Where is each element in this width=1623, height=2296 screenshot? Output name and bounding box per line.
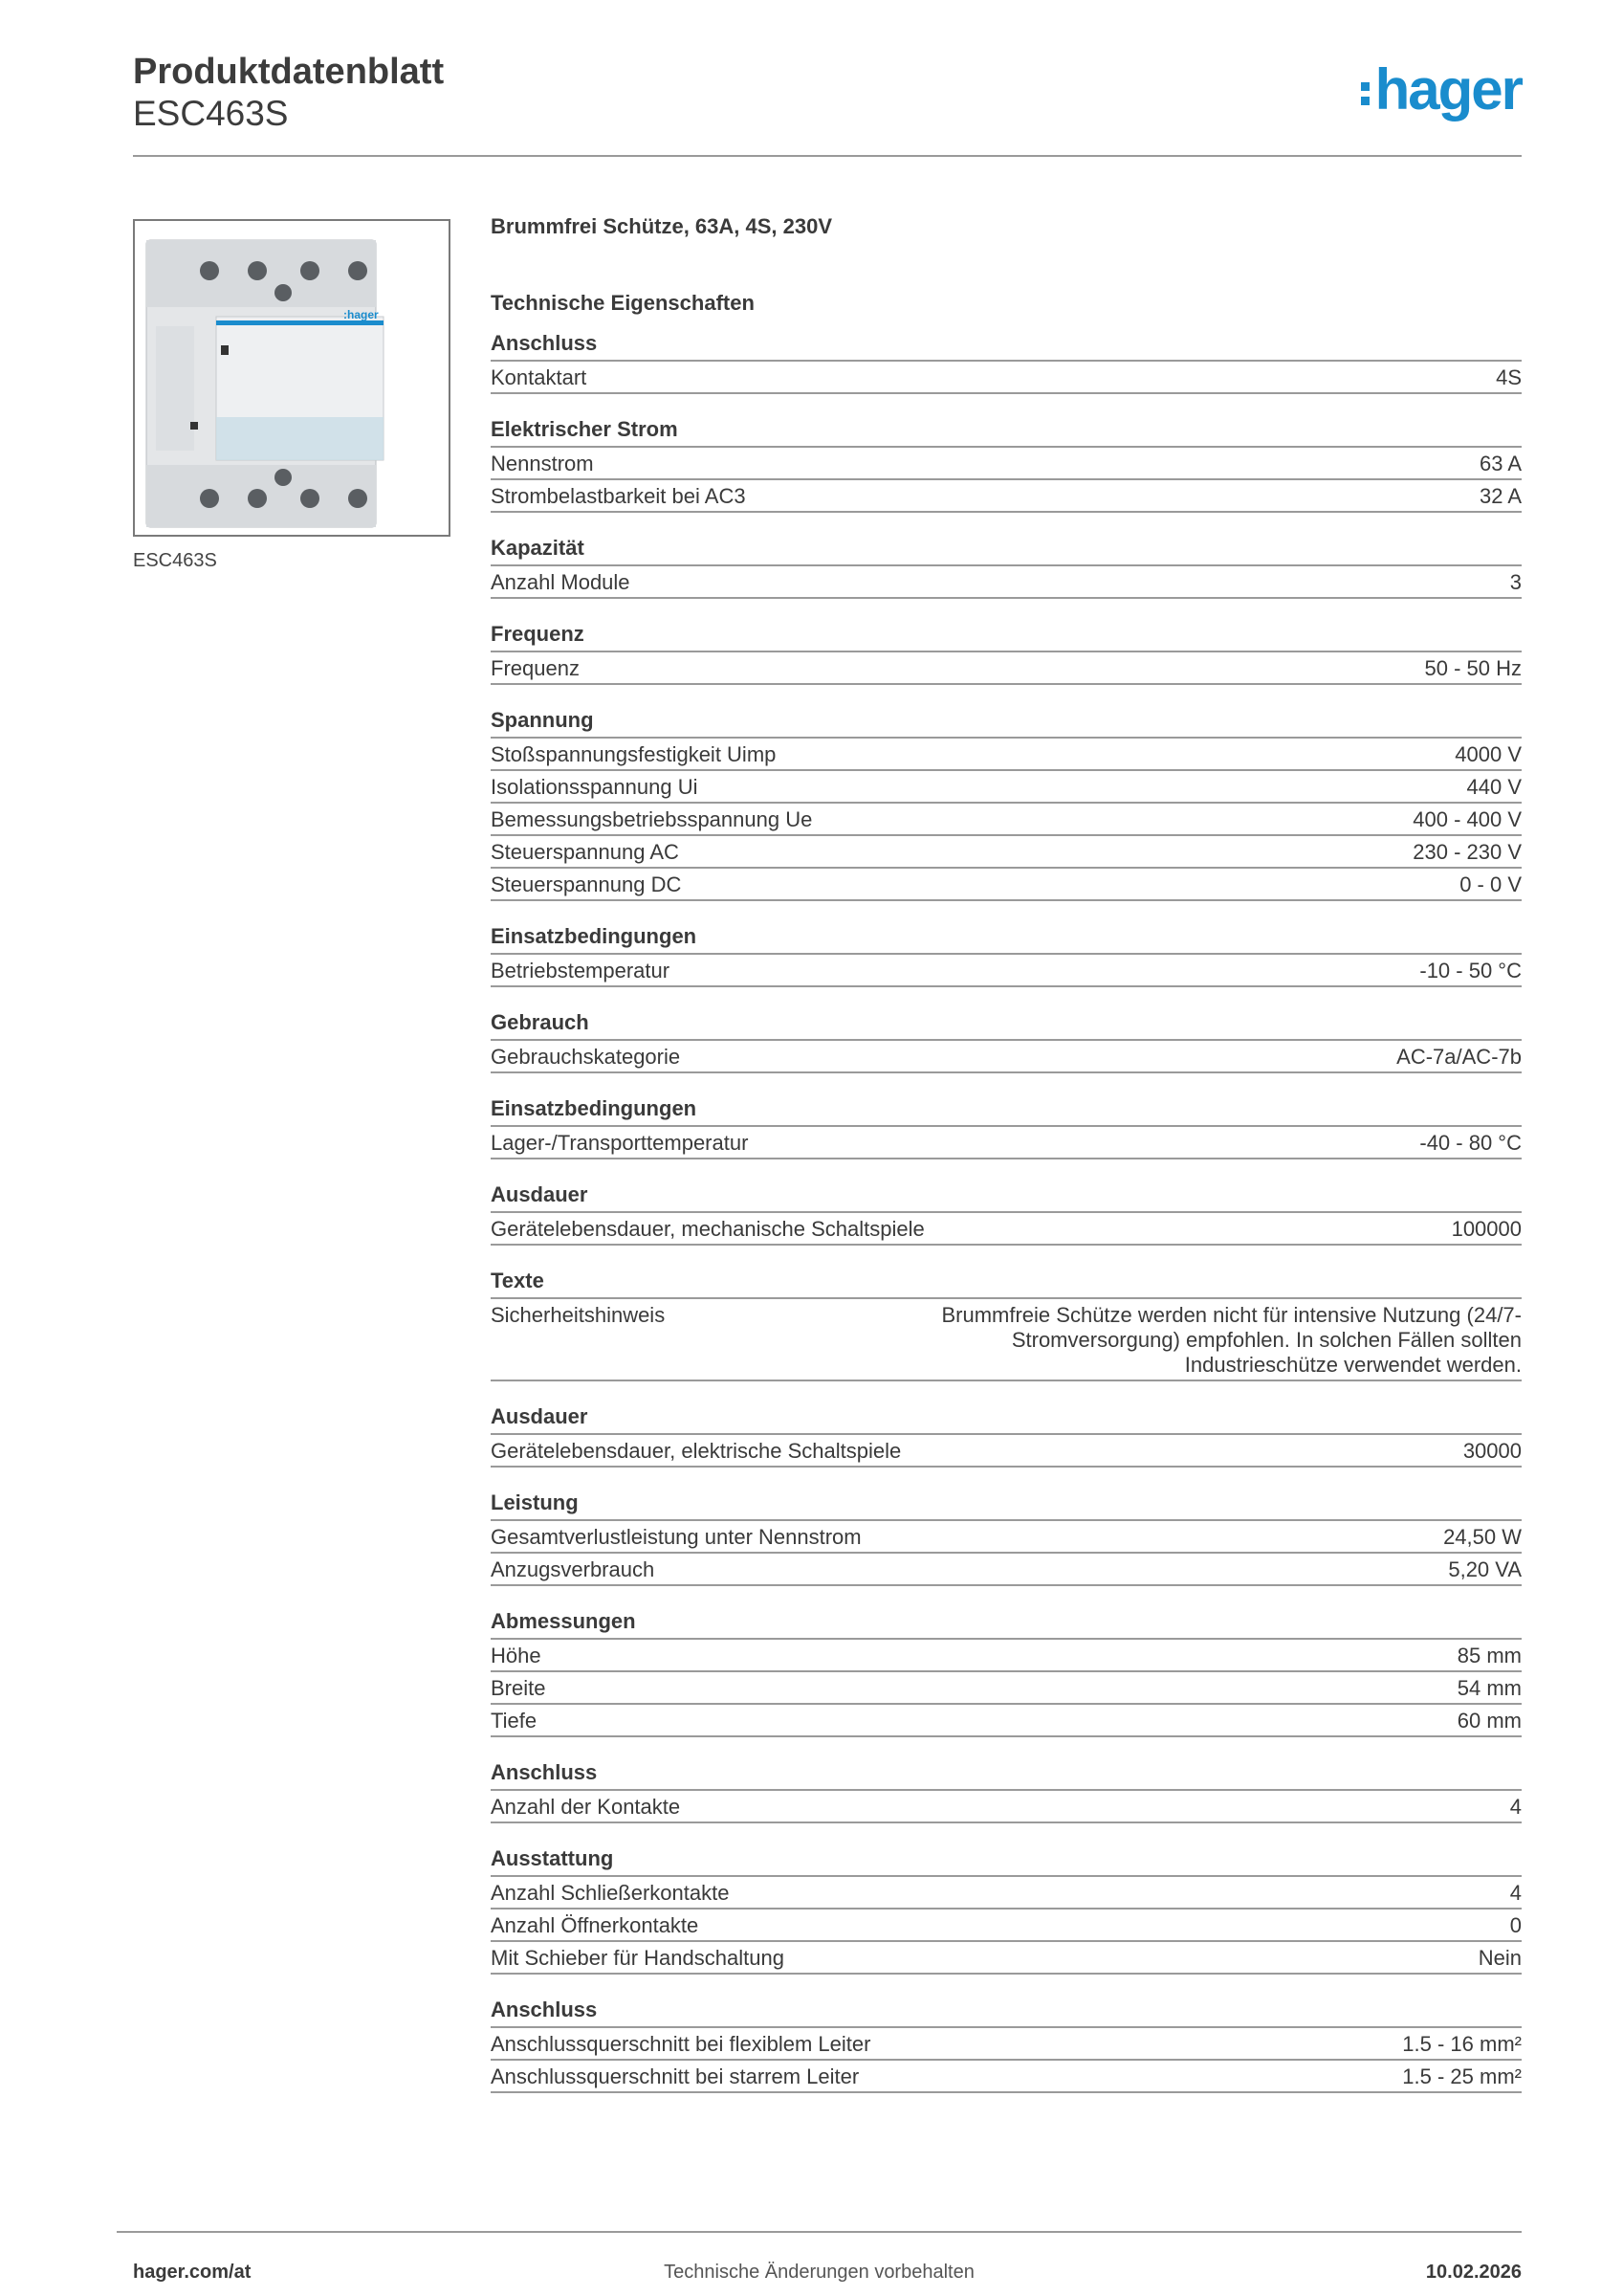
spec-group-title: Spannung — [491, 706, 1522, 739]
spec-value: 30000 — [1462, 1439, 1522, 1463]
spec-label: Kontaktart — [491, 365, 587, 389]
spec-group-title: Einsatzbedingungen — [491, 922, 1522, 955]
spec-value: AC-7a/AC-7b — [1396, 1045, 1522, 1069]
page-header — [133, 48, 1522, 157]
spec-label: Anschlussquerschnitt bei starrem Leiter — [491, 2064, 860, 2088]
spec-value: 230 - 230 V — [1413, 840, 1522, 864]
spec-groups — [491, 329, 1522, 2093]
spec-row — [491, 2028, 1522, 2061]
contactor-icon — [135, 221, 449, 535]
spec-row — [491, 448, 1522, 480]
spec-row — [491, 1942, 1522, 1975]
spec-label: Steuerspannung AC — [491, 840, 679, 864]
spec-label: Mit Schieber für Handschaltung — [491, 1946, 784, 1970]
footer-disclaimer: Technische Änderungen vorbehalten — [664, 2262, 975, 2283]
spec-group — [491, 1844, 1522, 1975]
spec-row — [491, 1910, 1522, 1942]
spec-value: 0 — [1509, 1913, 1522, 1937]
logo-text: hager — [1374, 57, 1522, 121]
spec-label: Strombelastbarkeit bei AC3 — [491, 484, 746, 508]
product-specs — [491, 212, 1522, 2093]
spec-label: Nennstrom — [491, 452, 594, 475]
spec-value: 4S — [1496, 365, 1522, 389]
spec-group — [491, 706, 1522, 901]
spec-label: Gesamtverlustleistung unter Nennstrom — [491, 1525, 862, 1549]
footer-website: hager.com/at — [133, 2262, 252, 2283]
spec-value: 50 - 50 Hz — [1424, 656, 1522, 680]
product-title: Brummfrei Schütze, 63A, 4S, 230V — [491, 214, 833, 238]
spec-label: Gebrauchskategorie — [491, 1045, 681, 1069]
spec-label: Höhe — [491, 1644, 541, 1667]
spec-value: 32 A — [1479, 484, 1522, 508]
spec-label: Anzahl Schließerkontakte — [491, 1881, 730, 1905]
spec-label: Bemessungsbetriebsspannung Ue — [491, 807, 813, 831]
spec-label: Isolationsspannung Ui — [491, 775, 698, 799]
spec-label: Gerätelebensdauer, mechanische Schaltspiele — [491, 1217, 925, 1241]
image-brand-label: :hager — [343, 308, 379, 321]
spec-group-title: Anschluss — [491, 1996, 1522, 2028]
spec-row — [491, 1127, 1522, 1159]
spec-group-title: Frequenz — [491, 620, 1522, 652]
spec-value: 5,20 VA — [1448, 1557, 1522, 1581]
spec-group — [491, 415, 1522, 513]
spec-group-title: Ausstattung — [491, 1844, 1522, 1877]
spec-group — [491, 1267, 1522, 1381]
spec-row — [491, 1640, 1522, 1672]
spec-group — [491, 1758, 1522, 1823]
spec-group — [491, 1008, 1522, 1073]
spec-value: 440 V — [1466, 775, 1522, 799]
spec-group-title: Einsatzbedingungen — [491, 1094, 1522, 1127]
spec-label: Lager-/Transporttemperatur — [491, 1131, 749, 1155]
spec-label: Breite — [491, 1676, 546, 1700]
spec-row — [491, 739, 1522, 771]
spec-label: Anschlussquerschnitt bei flexiblem Leiter — [491, 2032, 871, 2056]
spec-label: Anzugsverbrauch — [491, 1557, 655, 1581]
spec-row — [491, 1672, 1522, 1705]
section-title: Technische Eigenschaften — [491, 291, 755, 315]
spec-row — [491, 1299, 1522, 1381]
spec-value: 54 mm — [1457, 1676, 1522, 1700]
spec-row — [491, 771, 1522, 804]
spec-label: Tiefe — [491, 1709, 537, 1733]
logo-dots-icon — [1361, 77, 1370, 111]
spec-label: Anzahl Module — [491, 570, 630, 594]
spec-value: 60 mm — [1457, 1709, 1522, 1733]
spec-value: 1.5 - 16 mm² — [1402, 2032, 1522, 2056]
spec-label: Frequenz — [491, 656, 580, 680]
spec-value: Brummfreie Schütze werden nicht für intensive Nutzung (24/7-Stromversorgung) empfohlen. In solchen Fällen sollten Industrieschütze verwendet werden. — [941, 1303, 1522, 1377]
spec-group — [491, 534, 1522, 599]
image-caption: ESC463S — [133, 550, 217, 571]
spec-value: -10 - 50 °C — [1419, 959, 1522, 982]
spec-row — [491, 1791, 1522, 1823]
spec-label: Betriebstemperatur — [491, 959, 670, 982]
spec-group-title: Gebrauch — [491, 1008, 1522, 1041]
spec-label: Gerätelebensdauer, elektrische Schaltspiele — [491, 1439, 902, 1463]
spec-group — [491, 329, 1522, 394]
spec-row — [491, 869, 1522, 901]
spec-group-title: Abmessungen — [491, 1607, 1522, 1640]
spec-value: 63 A — [1479, 452, 1522, 475]
hager-logo — [1361, 57, 1522, 121]
spec-group — [491, 620, 1522, 685]
spec-row — [491, 955, 1522, 987]
spec-value: 0 - 0 V — [1459, 872, 1522, 896]
spec-value: 85 mm — [1457, 1644, 1522, 1667]
spec-row — [491, 362, 1522, 394]
footer-date: 10.02.2026 — [1425, 2262, 1522, 2283]
spec-row — [491, 1877, 1522, 1910]
spec-label: Stoßspannungsfestigkeit Uimp — [491, 742, 777, 766]
spec-group — [491, 922, 1522, 987]
spec-value: 1.5 - 25 mm² — [1402, 2064, 1522, 2088]
spec-row — [491, 804, 1522, 836]
spec-row — [491, 480, 1522, 513]
spec-row — [491, 652, 1522, 685]
spec-row — [491, 1435, 1522, 1468]
spec-value: 24,50 W — [1443, 1525, 1522, 1549]
spec-row — [491, 566, 1522, 599]
spec-group — [491, 1996, 1522, 2093]
spec-row — [491, 836, 1522, 869]
spec-label: Steuerspannung DC — [491, 872, 682, 896]
spec-group — [491, 1489, 1522, 1586]
spec-value: 3 — [1509, 570, 1522, 594]
spec-row — [491, 1554, 1522, 1586]
spec-group-title: Ausdauer — [491, 1402, 1522, 1435]
spec-group-title: Leistung — [491, 1489, 1522, 1521]
spec-group-title: Elektrischer Strom — [491, 415, 1522, 448]
spec-group-title: Anschluss — [491, 329, 1522, 362]
spec-value: Nein — [1478, 1946, 1522, 1970]
document-subtitle: ESC463S — [133, 94, 289, 133]
spec-group-title: Anschluss — [491, 1758, 1522, 1791]
page-footer — [117, 2231, 1522, 2290]
spec-label: Anzahl Öffnerkontakte — [491, 1913, 699, 1937]
document-title: Produktdatenblatt — [133, 52, 445, 92]
spec-row — [491, 1213, 1522, 1246]
spec-label: Sicherheitshinweis — [491, 1303, 666, 1327]
product-image — [133, 219, 450, 537]
spec-group-title: Kapazität — [491, 534, 1522, 566]
spec-row — [491, 2061, 1522, 2093]
spec-group — [491, 1607, 1522, 1737]
spec-row — [491, 1521, 1522, 1554]
spec-label: Anzahl der Kontakte — [491, 1795, 681, 1819]
spec-value: 400 - 400 V — [1413, 807, 1522, 831]
spec-row — [491, 1705, 1522, 1737]
spec-row — [491, 1041, 1522, 1073]
spec-group-title: Texte — [491, 1267, 1522, 1299]
spec-value: 4 — [1509, 1881, 1522, 1905]
spec-value: -40 - 80 °C — [1419, 1131, 1522, 1155]
spec-value: 4000 V — [1455, 742, 1522, 766]
spec-value: 4 — [1509, 1795, 1522, 1819]
spec-value: 100000 — [1451, 1217, 1522, 1241]
spec-group-title: Ausdauer — [491, 1181, 1522, 1213]
spec-group — [491, 1402, 1522, 1468]
spec-group — [491, 1181, 1522, 1246]
spec-group — [491, 1094, 1522, 1159]
